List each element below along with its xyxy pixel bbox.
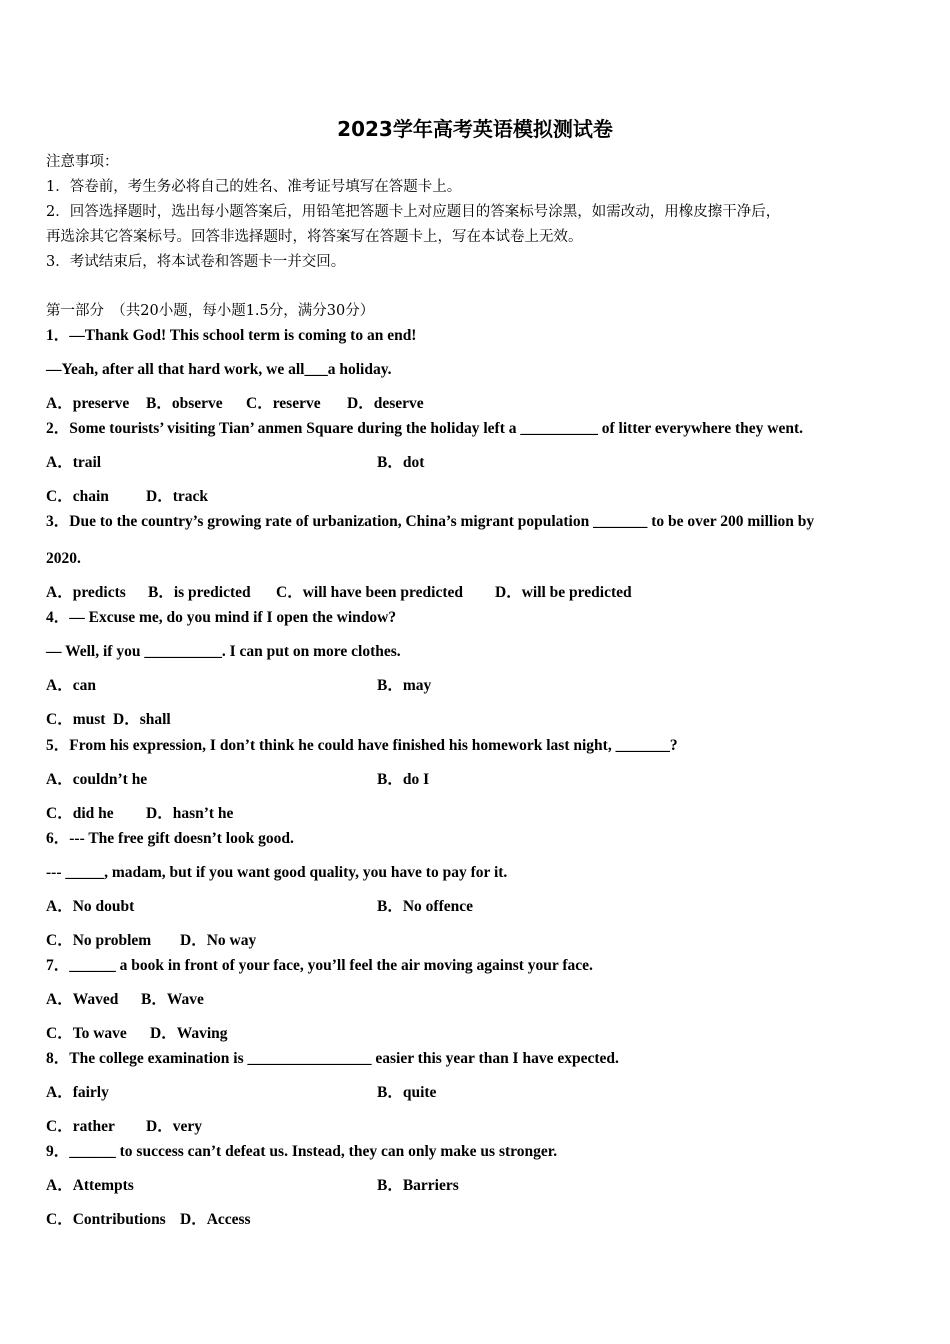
q7-option-c: C．To wave [46, 1025, 127, 1042]
question-9-stem: 9．______ to success can’t defeat us. Instead, they can only make us stronger. [46, 1143, 558, 1160]
q8-option-c: C．rather [46, 1118, 115, 1135]
q7-option-b: B．Wave [141, 991, 204, 1008]
question-7-stem: 7．______ a book in front of your face, you’ll feel the air moving against your face. [46, 957, 593, 974]
q9-option-b: B．Barriers [377, 1177, 459, 1194]
q3-option-c: C．will have been predicted [276, 584, 463, 601]
q8-option-d: D．very [146, 1118, 202, 1135]
q5-option-c: C．did he [46, 805, 114, 822]
q2-option-d: D．track [146, 488, 208, 505]
q8-option-b: B．quite [377, 1084, 437, 1101]
q8-option-a: A．fairly [46, 1084, 109, 1101]
q3-option-b: B．is predicted [148, 584, 251, 601]
question-6-reply: --- _____, madam, but if you want good quality, you have to pay for it. [46, 864, 508, 881]
q2-option-a: A．trail [46, 454, 102, 471]
question-3-stem: 3．Due to the country’s growing rate of urbanization, China’s migrant population _______ to be over 200 million by [46, 513, 815, 530]
q6-option-b: B．No offence [377, 898, 473, 915]
q1-option-d: D．deserve [347, 395, 424, 412]
question-4-stem: 4．— Excuse me, do you mind if I open the window? [46, 609, 397, 626]
notice-item: 3．考试结束后，将本试卷和答题卡一并交回。 [46, 254, 346, 270]
q2-option-c: C．chain [46, 488, 109, 505]
notice-item: 2．回答选择题时，选出每小题答案后，用铅笔把答题卡上对应题目的答案标号涂黑，如需改动，用橡皮擦干净后， [46, 204, 781, 220]
page-title: 2023学年高考英语模拟测试卷 [337, 117, 613, 141]
q6-option-c: C．No problem [46, 932, 152, 949]
q5-option-d: D．hasn’t he [146, 805, 234, 822]
q6-option-d: D．No way [180, 932, 257, 949]
q4-option-a: A．can [46, 677, 96, 694]
question-4-reply: — Well, if you __________. I can put on more clothes. [46, 643, 401, 660]
q2-option-b: B．dot [377, 454, 425, 471]
section-heading: 第一部分 （共20小题，每小题1.5分，满分30分） [46, 303, 375, 319]
question-5-stem: 5．From his expression, I don’t think he could have finished his homework last night, _______? [46, 737, 678, 754]
q4-option-b: B．may [377, 677, 432, 694]
q7-option-d: D．Waving [150, 1025, 228, 1042]
q6-option-a: A．No doubt [46, 898, 135, 915]
notice-item: 1．答卷前，考生务必将自己的姓名、准考证号填写在答题卡上。 [46, 179, 462, 195]
q1-option-c: C．reserve [246, 395, 321, 412]
question-3-stem-cont: 2020. [46, 550, 81, 567]
q5-option-b: B．do I [377, 771, 430, 788]
notice-heading: 注意事项： [46, 154, 119, 170]
q1-option-b: B．observe [146, 395, 223, 412]
q4-option-c: C．must [46, 711, 106, 728]
q5-option-a: A．couldn’t he [46, 771, 148, 788]
q3-option-a: A．predicts [46, 584, 126, 601]
q3-option-d: D．will be predicted [495, 584, 632, 601]
notice-item: 再选涂其它答案标号。回答非选择题时，将答案写在答题卡上，写在本试卷上无效。 [46, 229, 583, 245]
q9-option-d: D．Access [180, 1211, 251, 1228]
q7-option-a: A．Waved [46, 991, 119, 1008]
question-2-stem: 2．Some tourists’ visiting Tian’ anmen Square during the holiday left a __________ of litter everywhere they went. [46, 420, 804, 437]
question-8-stem: 8．The college examination is ________________ easier this year than I have expected. [46, 1050, 619, 1067]
q1-option-a: A．preserve [46, 395, 130, 412]
question-1-reply: —Yeah, after all that hard work, we all___a holiday. [46, 361, 392, 378]
q9-option-a: A．Attempts [46, 1177, 134, 1194]
question-1-stem: 1．—Thank God! This school term is coming to an end! [46, 327, 417, 344]
q4-option-d: D．shall [113, 711, 171, 728]
question-6-stem: 6．--- The free gift doesn’t look good. [46, 830, 294, 847]
q9-option-c: C．Contributions [46, 1211, 166, 1228]
